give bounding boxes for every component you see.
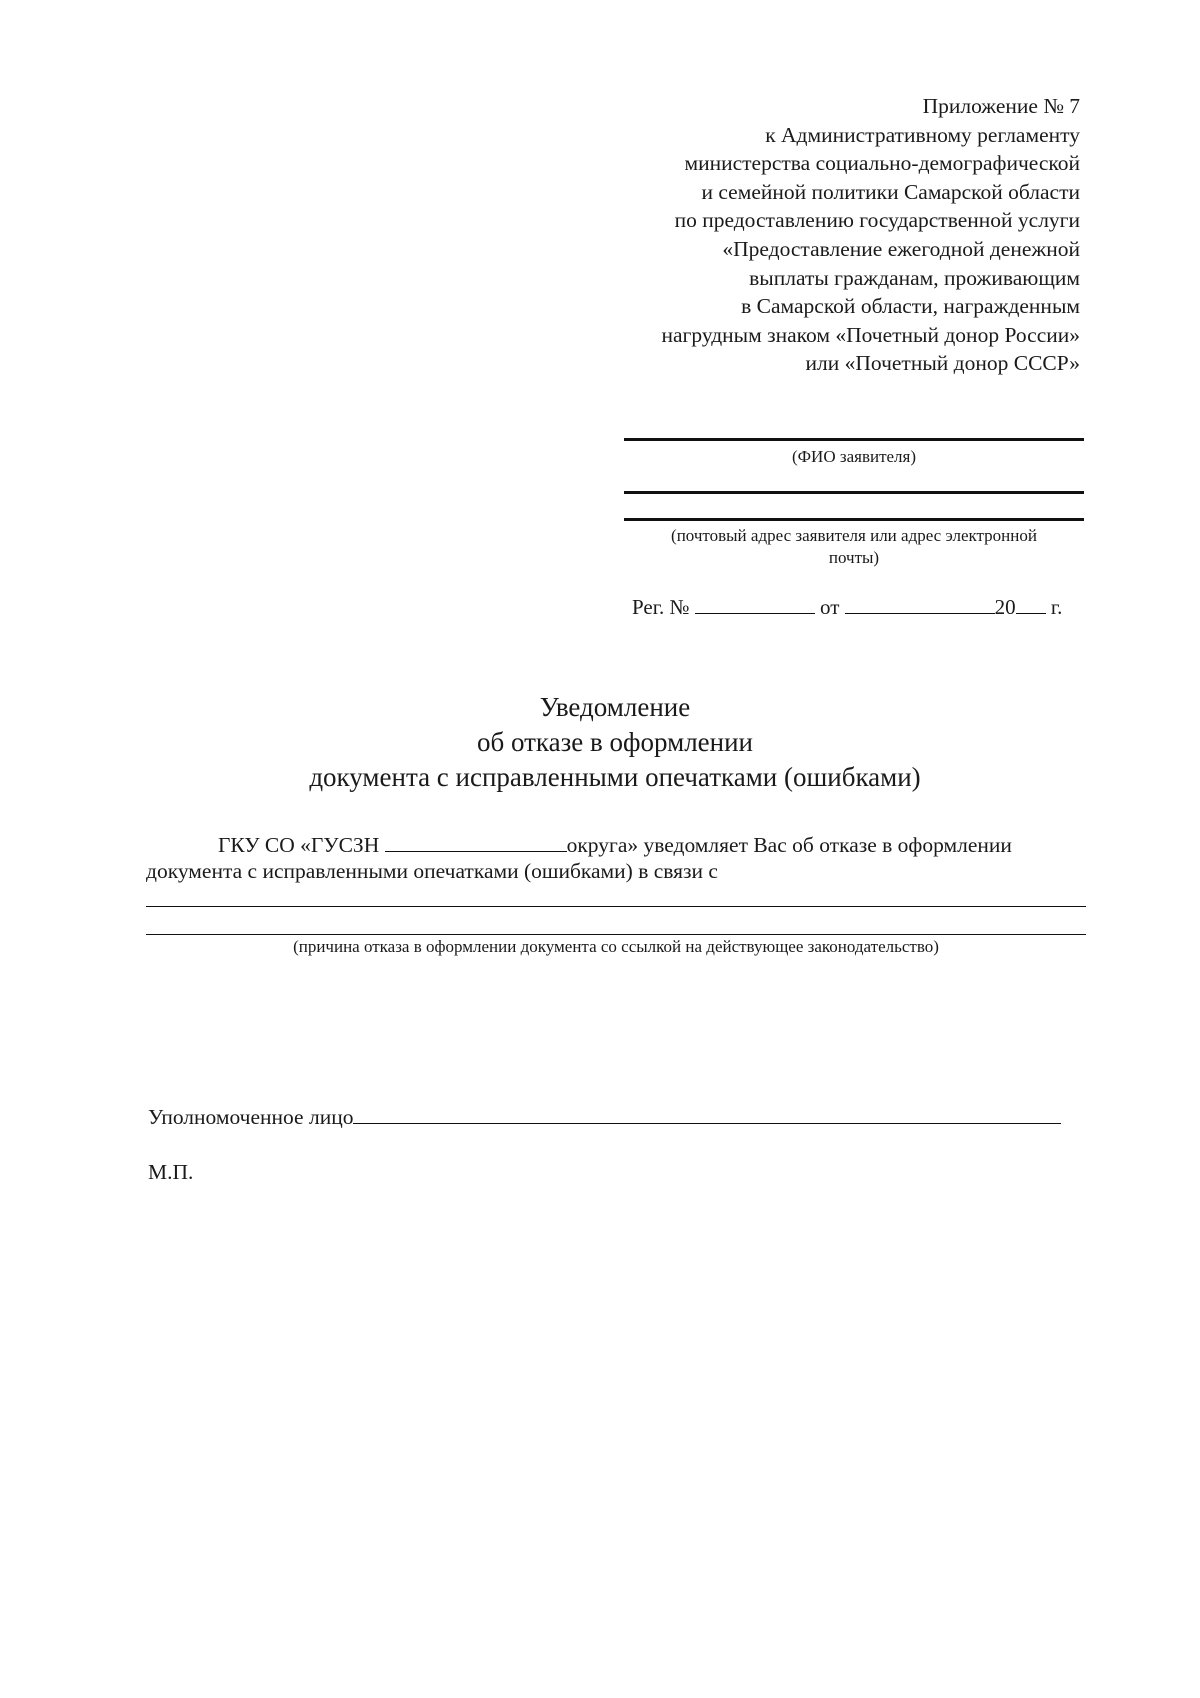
body-line-2: документа с исправленными опечатками (ошибками) в связи с bbox=[146, 859, 718, 883]
reason-line-2[interactable] bbox=[146, 934, 1086, 935]
appendix-line: в Самарской области, награжденным bbox=[741, 294, 1080, 319]
appendix-line: министерства социально-демографической bbox=[684, 151, 1080, 176]
reason-caption: (причина отказа в оформлении документа со ссылкой на действующее законодательство) bbox=[293, 937, 939, 956]
body-line-1 bbox=[218, 831, 1012, 858]
applicant-address-line-2[interactable] bbox=[624, 518, 1084, 521]
org-prefix: ГКУ СО «ГУСЗН bbox=[218, 833, 380, 857]
appendix-line: «Предоставление ежегодной денежной bbox=[722, 236, 1080, 261]
applicant-address-caption-line1: (почтовый адрес заявителя или адрес электронной bbox=[671, 526, 1037, 545]
applicant-address-line-1[interactable] bbox=[624, 491, 1084, 494]
applicant-address-caption bbox=[624, 525, 1084, 569]
signature-row bbox=[148, 1103, 1061, 1130]
applicant-name-line[interactable] bbox=[624, 438, 1084, 441]
reg-date-field[interactable] bbox=[845, 593, 995, 614]
title-line-2: об отказе в оформлении bbox=[477, 727, 753, 757]
appendix-line: по предоставлению государственной услуги bbox=[674, 208, 1080, 233]
reg-number-field[interactable] bbox=[695, 593, 815, 614]
document-title bbox=[0, 690, 1200, 795]
appendix-line: выплаты гражданам, проживающим bbox=[749, 265, 1080, 290]
reason-line-1[interactable] bbox=[146, 906, 1086, 907]
appendix-line: и семейной политики Самарской области bbox=[701, 179, 1080, 204]
reg-year-prefix: 20 bbox=[994, 595, 1016, 619]
authorized-person-label: Уполномоченное лицо bbox=[148, 1105, 354, 1129]
appendix-line: к Административному регламенту bbox=[765, 122, 1080, 147]
appendix-line: нагрудным знаком «Почетный донор России» bbox=[661, 322, 1080, 347]
appendix-line: или «Почетный донор СССР» bbox=[805, 351, 1080, 376]
district-field[interactable] bbox=[385, 831, 567, 852]
applicant-address-caption-line2: почты) bbox=[828, 548, 880, 567]
title-line-3: документа с исправленными опечатками (ошибками) bbox=[309, 762, 921, 792]
reg-year-suffix: г. bbox=[1050, 595, 1063, 619]
reg-year-field[interactable] bbox=[1016, 593, 1046, 614]
reg-number-label: Рег. № bbox=[632, 595, 690, 619]
reg-date-label: от bbox=[820, 595, 840, 619]
title-line-1: Уведомление bbox=[539, 692, 691, 722]
stamp-label: М.П. bbox=[148, 1160, 194, 1184]
appendix-header bbox=[560, 92, 1080, 378]
org-suffix: округа» уведомляет Вас об отказе в оформлении bbox=[566, 833, 1012, 857]
appendix-line: Приложение № 7 bbox=[922, 94, 1080, 118]
applicant-name-caption: (ФИО заявителя) bbox=[791, 447, 917, 466]
signature-field[interactable] bbox=[353, 1103, 1061, 1124]
registration-line bbox=[632, 593, 1062, 620]
